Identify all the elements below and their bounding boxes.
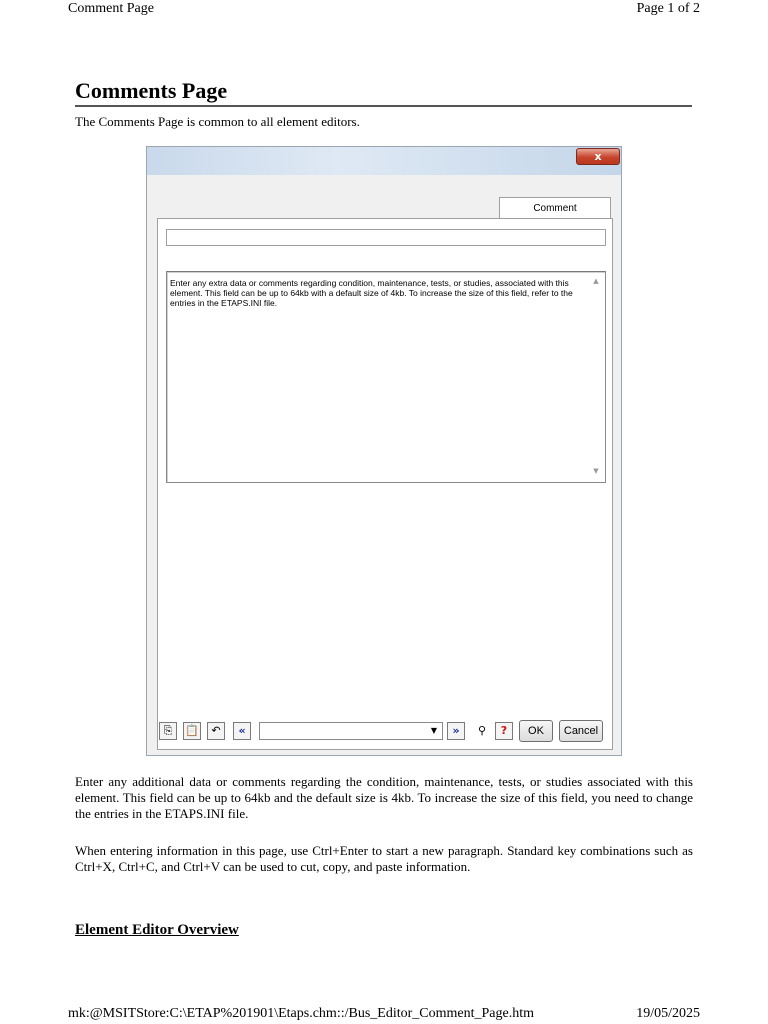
comment-textarea[interactable]	[166, 271, 606, 483]
help-icon[interactable]: ?	[495, 722, 513, 740]
header-title: Comment Page	[68, 1, 154, 16]
comment-text: Enter any extra data or comments regarding condition, maintenance, tests, or studies, associated with this element. This field can be up to 64kb with a default size of 4kb. To increase the size of this field, refer to the entries in the ETAPS.INI file.	[170, 278, 573, 308]
previous-icon[interactable]: «	[233, 722, 251, 740]
intro-text: The Comments Page is common to all element editors.	[75, 114, 360, 129]
paste-icon[interactable]: 📋	[183, 722, 201, 740]
comment-title-field[interactable]	[166, 229, 606, 246]
footer-url: mk:@MSITStore:C:\ETAP%201901\Etaps.chm::/Bus_Editor_Comment_Page.htm	[68, 1006, 534, 1021]
tab-comment[interactable]: Comment	[499, 197, 611, 219]
chevron-down-icon[interactable]: ▼	[430, 726, 438, 735]
description-paragraph: Enter any additional data or comments regarding the condition, maintenance, tests, or studies associated with this element. This field can be up to 64kb and the default size is 4kb. To increase the size of this field, you need to change the entries in the ETAPS.INI file.	[75, 774, 693, 821]
footer-date: 19/05/2025	[636, 1006, 700, 1021]
comment-dialog	[146, 146, 622, 756]
dialog-client	[149, 175, 619, 753]
close-button[interactable]: x	[576, 148, 620, 165]
binoculars-icon[interactable]: ⚲	[477, 724, 487, 737]
next-icon[interactable]: »	[447, 722, 465, 740]
usage-paragraph: When entering information in this page, use Ctrl+Enter to start a new paragraph. Standard key combinations such as Ctrl+X, Ctrl+C, and Ctrl+V can be used to cut, copy, and paste information.	[75, 843, 693, 874]
scroll-down-arrow-icon[interactable]: ▼	[593, 467, 599, 475]
page-title: Comments Page	[75, 78, 692, 107]
dialog-titlebar	[147, 147, 621, 175]
header-page-number: Page 1 of 2	[636, 1, 700, 16]
comment-panel	[157, 218, 613, 750]
ok-button[interactable]: OK	[519, 720, 553, 742]
copy-icon[interactable]: ⎘	[159, 722, 177, 740]
element-select[interactable]	[259, 722, 443, 740]
element-editor-overview-link[interactable]: Element Editor Overview	[75, 922, 239, 938]
scroll-up-arrow-icon[interactable]: ▲	[593, 277, 599, 285]
cancel-button[interactable]: Cancel	[559, 720, 603, 742]
dialog-toolbar	[157, 720, 613, 742]
undo-icon[interactable]: ↶	[207, 722, 225, 740]
